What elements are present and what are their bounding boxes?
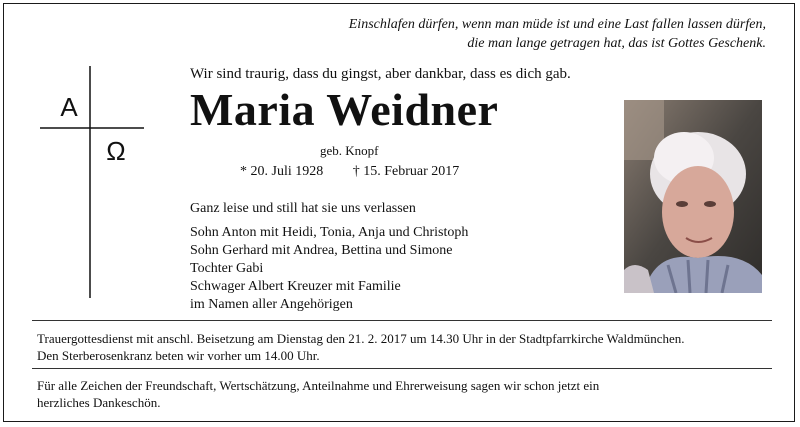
mourner-line: im Namen aller Angehörigen	[190, 297, 353, 312]
thanks-line-2: herzliches Dankeschön.	[37, 395, 161, 410]
birth-date: * 20. Juli 1928	[240, 164, 324, 179]
portrait-photo	[624, 100, 762, 293]
service-line-2: Den Sterberosenkranz beten wir vorher um 14.00 Uhr.	[37, 348, 320, 363]
thanks-note	[37, 377, 599, 411]
life-dates	[240, 164, 459, 180]
maiden-name: geb. Knopf	[320, 143, 379, 158]
service-info	[37, 330, 685, 364]
motto-line-2: die man lange getragen hat, das ist Gottes Geschenk.	[467, 36, 766, 51]
mourners-lead: Ganz leise und still hat sie uns verlassen	[190, 201, 416, 216]
mourner-line: Tochter Gabi	[190, 261, 264, 276]
mourner-line: Sohn Gerhard mit Andrea, Bettina und Simone	[190, 243, 453, 258]
motto-line-1: Einschlafen dürfen, wenn man müde ist und eine Last fallen lassen dürfen,	[348, 17, 766, 32]
section-divider	[32, 368, 772, 369]
mourners-block	[190, 200, 468, 314]
mourner-line: Schwager Albert Kreuzer mit Familie	[190, 279, 401, 294]
thanks-line-1: Für alle Zeichen der Freundschaft, Wertschätzung, Anteilnahme und Ehrerweisung sagen wir schon jetzt ein	[37, 378, 600, 393]
omega-symbol: Ω	[106, 136, 126, 166]
service-line-1: Trauergottesdienst mit anschl. Beisetzung am Dienstag den 21. 2. 2017 um 14.30 Uhr in der Stadtpfarrkirche Waldmünchen.	[37, 331, 685, 346]
mourner-line: Sohn Anton mit Heidi, Tonia, Anja und Christoph	[190, 225, 469, 240]
alpha-omega-cross	[40, 66, 150, 298]
section-divider	[32, 320, 772, 321]
motto	[206, 15, 766, 53]
portrait-image	[624, 100, 762, 293]
deceased-name: Maria Weidner	[190, 84, 499, 135]
alpha-symbol: A	[60, 92, 78, 122]
death-date: † 15. Februar 2017	[352, 164, 460, 179]
intro-line: Wir sind traurig, dass du gingst, aber dankbar, dass es dich gab.	[190, 66, 571, 82]
